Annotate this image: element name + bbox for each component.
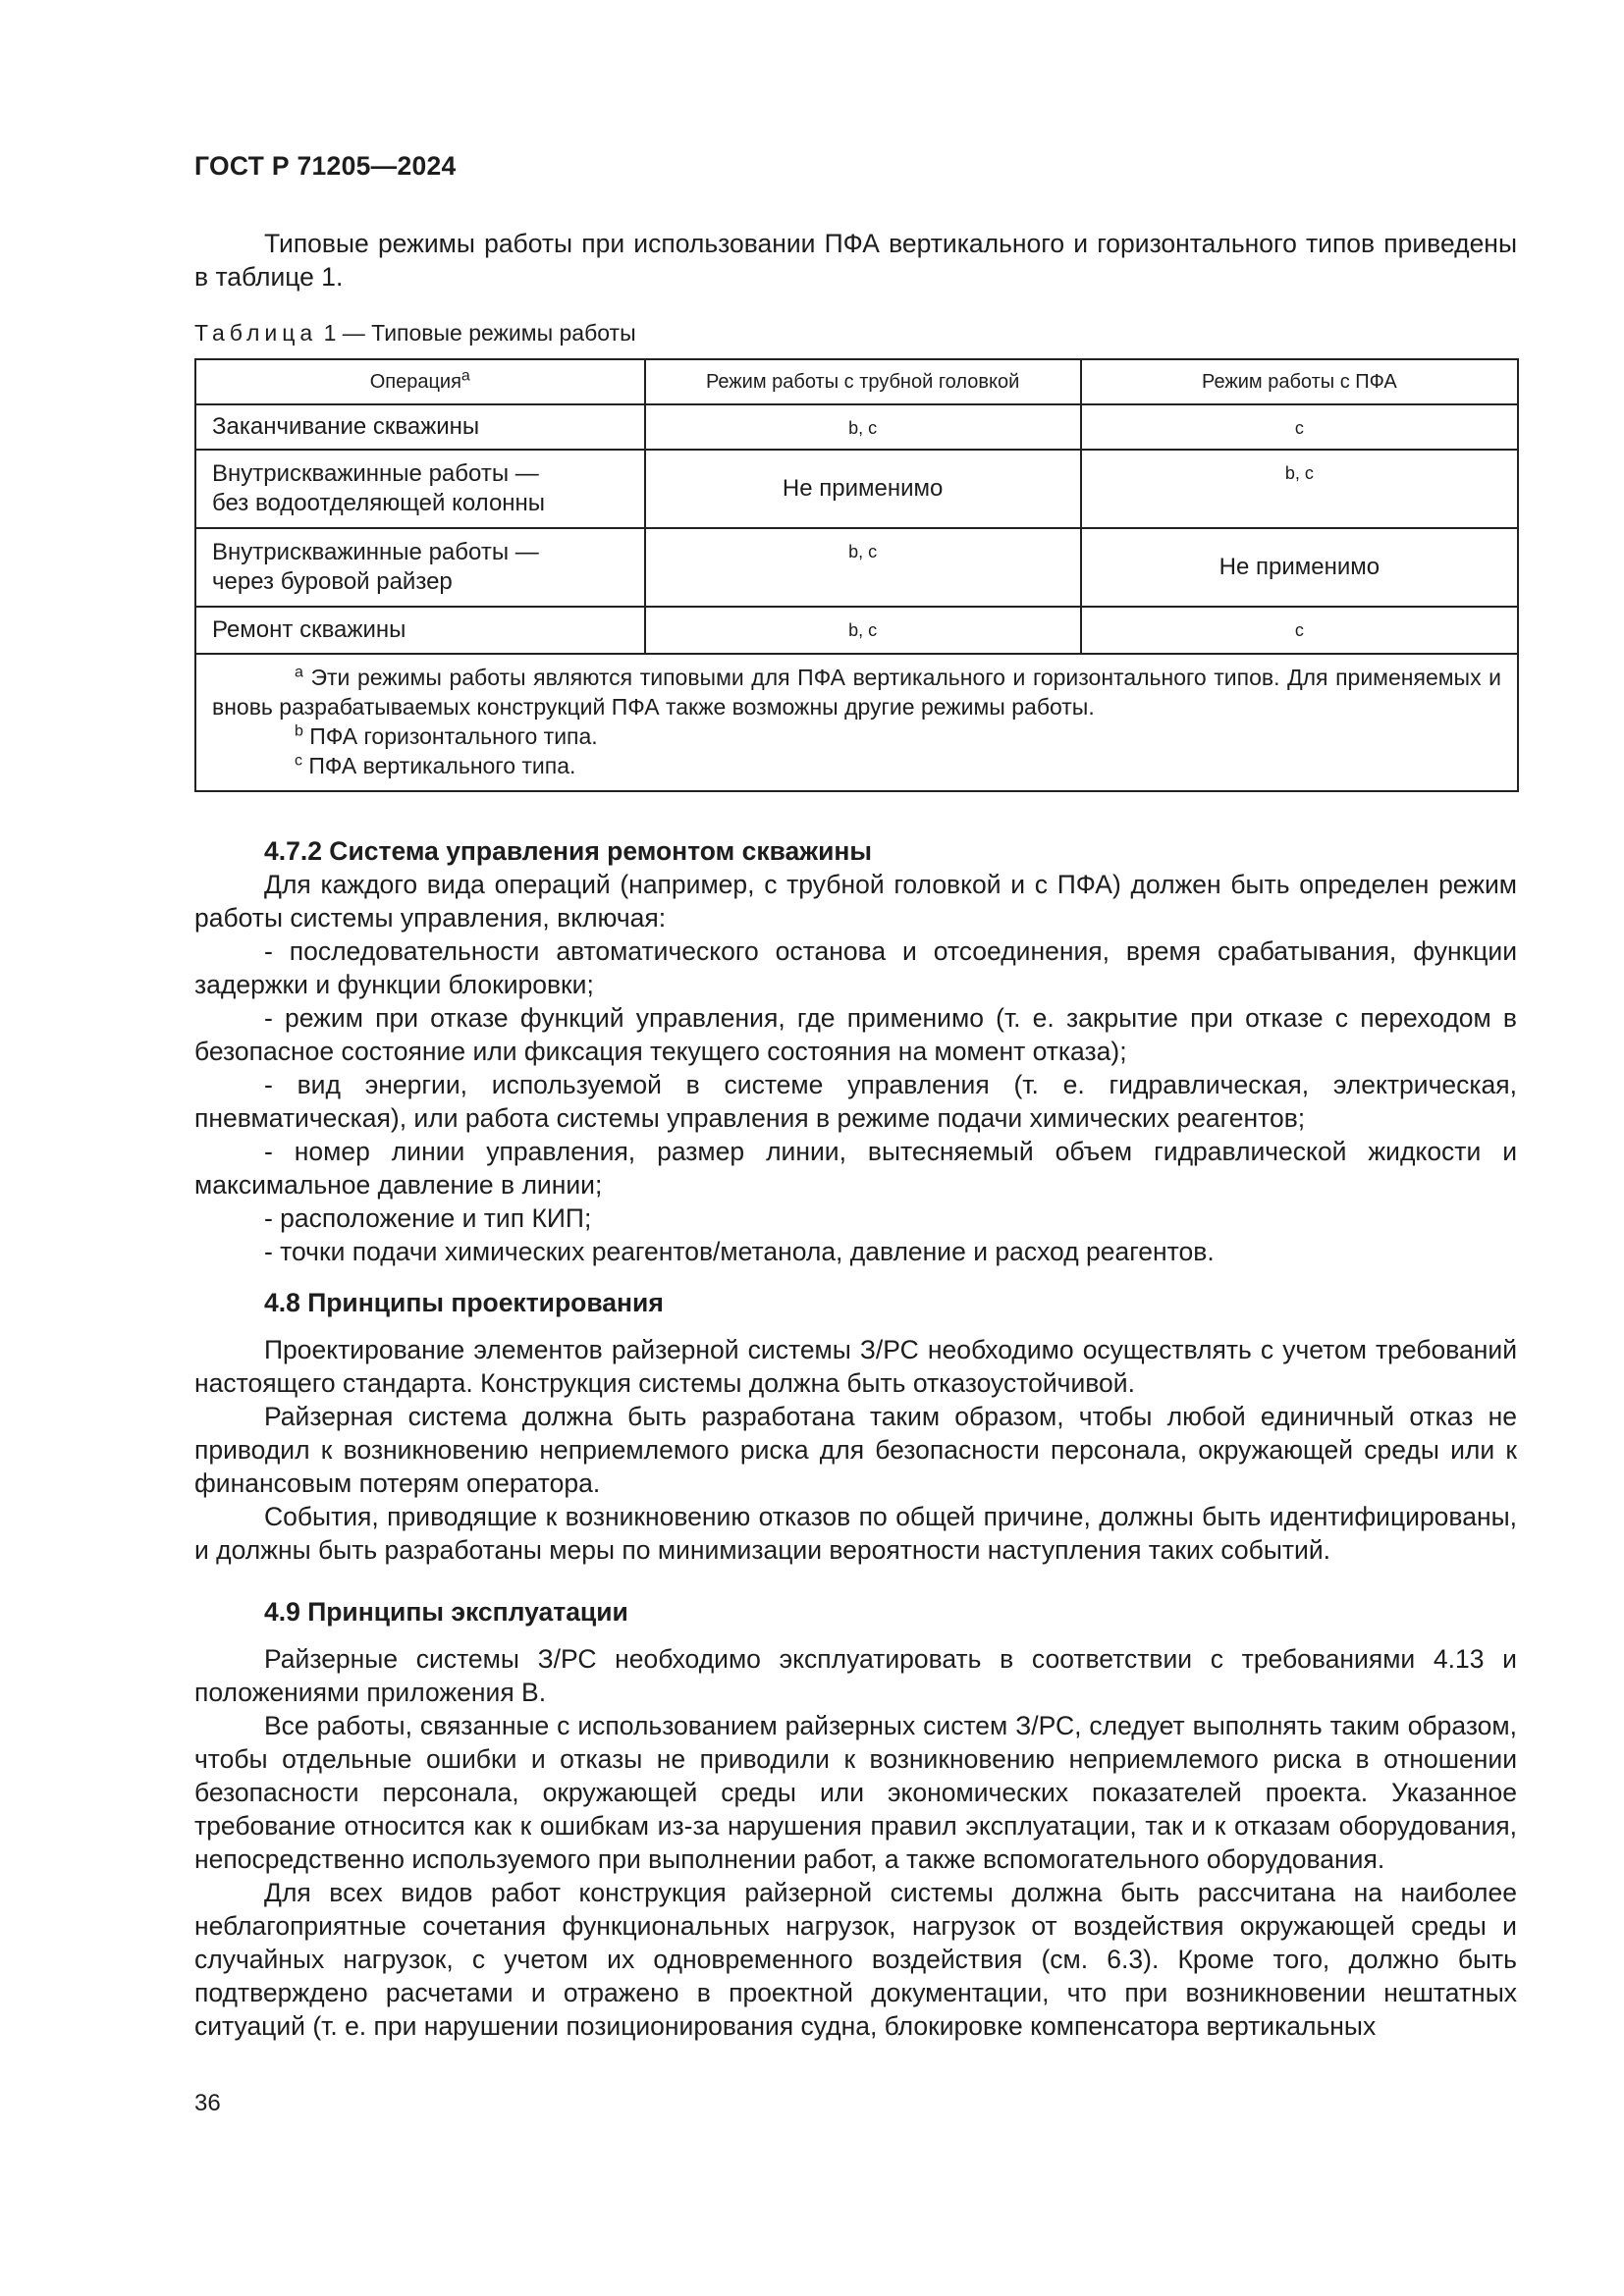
document-code: ГОСТ Р 71205—2024 [194,151,457,181]
header-footnote-mark: a [460,367,470,385]
table-row [195,607,1518,654]
section-4-8 [194,1286,1517,1567]
row-cell-tubing: b, c [645,404,1081,450]
paragraph: Райзерные системы З/РС необходимо эксплуатировать в соответствии с требованиями 4.13 и положениями приложения В. [194,1644,1517,1707]
section-heading: 4.8 Принципы проектирования [264,1288,664,1317]
row-cell-tubing: Не применимо [645,450,1081,528]
table-note: $^a$ Эти режимы работы являются типовыми для ПФА вертикального и горизонтального типов. Для применяемых и вновь разрабатываемых конструкций ПФА также возможны другие режимы работы. [212,664,1501,720]
section-lead: Для каждого вида операций (например, с трубной головкой и с ПФА) должен быть определен режим работы системы управления, включая: [194,870,1517,933]
list-item: - режим при отказе функций управления, где применимо (т. е. закрытие при отказе с переходом в безопасное состояние или фиксация текущего состояния на момент отказа); [194,1003,1517,1066]
row-cell-pfa: c [1081,404,1518,450]
paragraph: Для всех видов работ конструкция райзерной системы должна быть рассчитана на наиболее неблагоприятные сочетания функциональных нагрузок, нагрузок от воздействия окружающей среды и случайных нагрузок, с учетом их одновременного воздействия (см. 6.3). Кроме того, должно быть подтверждено расчетами и отражено в проектной документации, что при возникновении нештатных ситуаций (т. е. при нарушении позиционирования судна, блокировке компенсатора вертикальных [194,1878,1517,2041]
table-note: $^c$ ПФА вертикального типа. [295,752,576,778]
row-cell-pfa: c [1081,607,1518,654]
table-caption [194,316,636,349]
paragraph: Все работы, связанные с использованием райзерных систем З/РС, следует выполнять таким образом, чтобы отдельные ошибки и отказы не приводили к возникновению неприемлемого риска в отношении безопасности персонала, окружающей среды или экономических показателей проекта. Указанное требование относится как к ошибкам из-за нарушения правил эксплуатации, так и к отказам оборудования, непосредственно используемого при выполнении работ, а также вспомогательного оборудования. [194,1711,1517,1874]
header-operation: Операция$^a$ [195,359,645,404]
table-caption-text: 1 — Типовые режимы работы [323,320,636,346]
row-cell-tubing: b, c [645,607,1081,654]
table-caption-prefix: Таблица [194,320,318,346]
page-number: 36 [194,2090,221,2116]
paragraph: События, приводящие к возникновению отказов по общей причине, должны быть идентифицированы, и должны быть разработаны меры по минимизации вероятности наступления таких событий. [194,1502,1517,1565]
row-operation: Ремонт скважины [195,607,645,654]
table-row [195,528,1518,607]
table-row [195,404,1518,450]
section-4-7-2 [194,834,1517,1268]
section-heading: 4.7.2 Система управления ремонтом скважины [264,836,872,866]
table-header-row [195,359,1518,404]
intro-text: Типовые режимы работы при использовании ПФА вертикального и горизонтального типов приведены в таблице 1. [194,229,1517,292]
intro-paragraph [194,227,1517,294]
paragraph: Райзерная система должна быть разработана таким образом, чтобы любой единичный отказ не приводил к возникновению неприемлемого риска для безопасности персонала, окружающей среды или к финансовым потерям оператора. [194,1402,1517,1498]
row-operation: Внутрискважинные работы — без водоотделяющей колонны [195,450,645,528]
table-note: $^b$ ПФА горизонтального типа. [295,722,598,749]
table-notes [195,654,1518,791]
modes-table [194,358,1519,792]
table-row [195,450,1518,528]
header-tubing-head-mode: Режим работы с трубной головкой [645,359,1081,404]
list-item: - номер линии управления, размер линии, вытесняемый объем гидравлической жидкости и максимальное давление в линии; [194,1137,1517,1200]
list-item: - вид энергии, используемой в системе управления (т. е. гидравлическая, электрическая, пневматическая), или работа системы управления в режиме подачи химических реагентов; [194,1070,1517,1133]
paragraph: Проектирование элементов райзерной системы З/РС необходимо осуществлять с учетом требований настоящего стандарта. Конструкция системы должна быть отказоустойчивой. [194,1335,1517,1398]
table-notes-row [195,654,1518,791]
row-cell-pfa: b, c [1081,450,1518,528]
row-operation: Внутрискважинные работы — через буровой райзер [195,528,645,607]
row-operation: Заканчивание скважины [195,404,645,450]
header-pfa-mode: Режим работы с ПФА [1081,359,1518,404]
row-cell-pfa: Не применимо [1081,528,1518,607]
row-cell-tubing: b, c [645,528,1081,607]
list-item: - последовательности автоматического останова и отсоединения, время срабатывания, функции задержки и функции блокировки; [194,936,1517,999]
list-item: - точки подачи химических реагентов/метанола, давление и расход реагентов. [264,1237,1215,1266]
section-4-9 [194,1595,1517,2043]
section-heading: 4.9 Принципы эксплуатации [264,1597,628,1627]
list-item: - расположение и тип КИП; [264,1203,592,1233]
